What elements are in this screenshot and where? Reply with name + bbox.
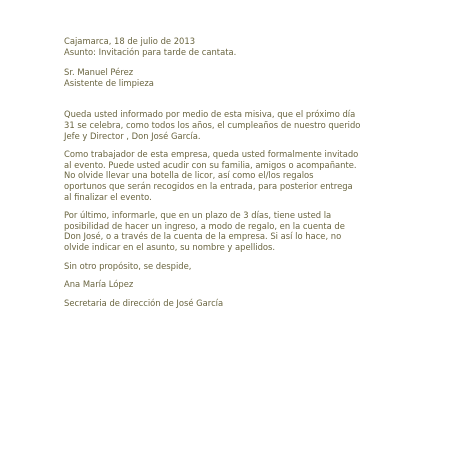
spacer: [64, 290, 394, 298]
recipient-name: Sr. Manuel Pérez: [64, 67, 134, 78]
recipient-position: Asistente de limpieza: [64, 77, 154, 88]
paragraph-line: olvide indicar en el asunto, su nombre y apellidos.: [64, 241, 276, 252]
paragraph-line: Don José, o a través de la cuenta de la empresa. Si así lo hace, no: [64, 231, 342, 242]
paragraph-line: oportunos que serán recogidos en la entrada, para posterior entrega: [64, 180, 353, 191]
paragraph-line: Por último, informarle, que en un plazo de 3 días, tiene usted la: [64, 210, 332, 221]
paragraph-line: Queda usted informado por medio de esta misiva, que el próximo día: [64, 109, 356, 120]
paragraph-line: al finalizar el evento.: [64, 191, 152, 202]
spacer: [64, 88, 394, 109]
signer-name: Ana María López: [64, 279, 134, 290]
paragraph-line: posibilidad de hacer un ingreso, a modo de regalo, en la cuenta de: [64, 220, 345, 231]
spacer: [64, 141, 394, 149]
spacer: [64, 271, 394, 279]
letter-body: [64, 36, 394, 308]
subject-line: Asunto: Invitación para tarde de cantata.: [64, 46, 237, 57]
paragraph-2: [64, 149, 394, 202]
signer-title: Secretaria de dirección de José García: [64, 297, 224, 308]
paragraph-line: 31 se celebra, como todos los años, el cumpleaños de nuestro querido: [64, 119, 361, 130]
paragraph-line: Jefe y Director , Don José García.: [64, 130, 201, 141]
place-date: Cajamarca, 18 de julio de 2013: [64, 36, 196, 46]
paragraph-line: No olvide llevar una botella de licor, así como el/los regalos: [64, 170, 314, 181]
spacer: [64, 202, 394, 210]
spacer: [64, 57, 394, 67]
paragraph-line: al evento. Puede usted acudir con su familia, amigos o acompañante.: [64, 159, 357, 170]
paragraph-1: [64, 109, 394, 141]
spacer: [64, 253, 394, 261]
farewell: Sin otro propósito, se despide,: [64, 260, 192, 271]
paragraph-line: Como trabajador de esta empresa, queda usted formalmente invitado: [64, 149, 359, 160]
paragraph-3: [64, 210, 394, 252]
